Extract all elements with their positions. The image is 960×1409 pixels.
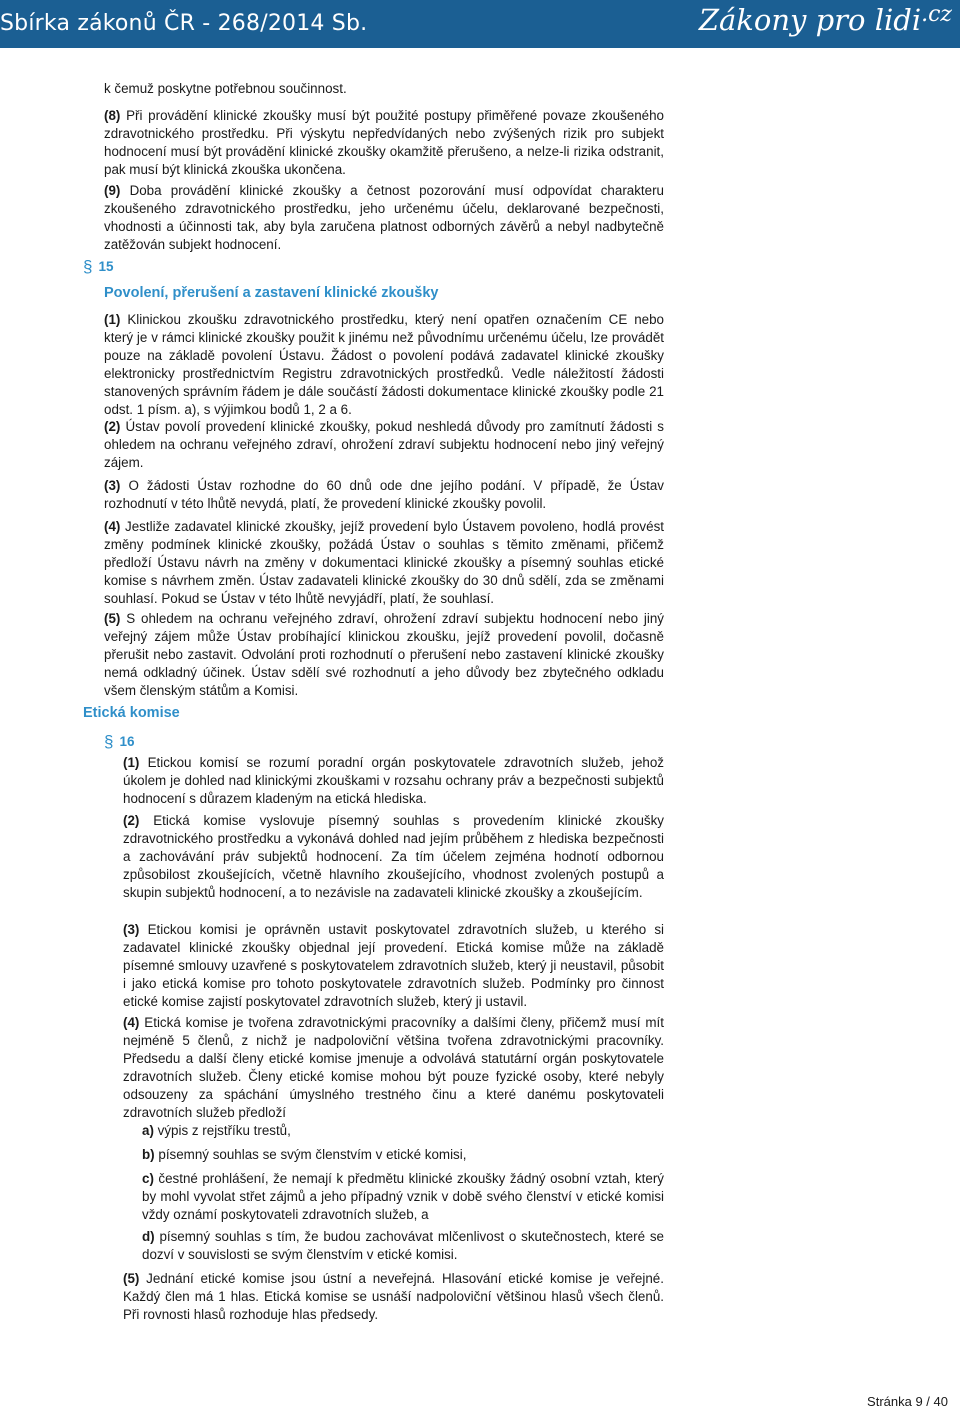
s14-paragraph-9: (9) Doba provádění klinické zkoušky a četnost pozorování musí odpovídat charakteru zkoušeného zdravotnického prostředku, jeho určenému účelu, deklarované bezpečnosti, vhodnosti a účinnosti tak, aby byla zaručena platnost odborných závěrů a nebyl nadbytečně zatěžován subjekt hodnocení. xyxy=(104,183,664,252)
section-15-title: Povolení, přerušení a zastavení klinické zkoušky xyxy=(104,285,439,301)
document-title: Sbírka zákonů ČR - 268/2014 Sb. xyxy=(0,11,368,36)
logo-text: Zákony pro lidi xyxy=(698,3,922,37)
s16-paragraph-2: (2) Etická komise vyslovuje písemný souhlas s provedením klinické zkoušky zdravotnického prostředku a vykonává dohled nad jejím průběhem z hlediska bezpečnosti a zachovávání práv subjektů hodnocení. Za tím účelem zejména hodnotí odbornou způsobilost zkoušejících, včetně hlavního zkoušejícího, vhodnost zvolených postupů a skupin subjektů hodnocení, a to nezávisle na zadavateli klinické zkoušky a zkoušejícím. xyxy=(123,813,664,900)
site-logo[interactable] xyxy=(699,2,952,37)
s16-paragraph-1: (1) Etickou komisí se rozumí poradní orgán poskytovatele zdravotních služeb, jehož úkolem je dohled nad klinickými zkouškami v rozsahu ochrany práv a bezpečnosti subjektů hodnocení s důrazem kladeným na etická hlediska. xyxy=(123,755,664,806)
s14-paragraph-8: (8) Při provádění klinické zkoušky musí být použité postupy přiměřené povaze zkoušeného zdravotnického prostředku. Při výskytu nepředvídaných nebo zvýšených rizik pro subjekt hodnocení musí být provádění klinické zkoušky okamžitě přerušeno, a nelze-li rizika odstranit, pak musí být klinická zkouška ukončena. xyxy=(104,108,664,177)
s16-item-c: c) čestné prohlášení, že nemají k předmětu klinické zkoušky žádný osobní vztah, který by mohl vyvolat střet zájmů a jeho případný vznik v době svého členství v etické komisi vždy oznámí poskytovateli zdravotních služeb, a xyxy=(142,1171,664,1222)
s16-paragraph-3: (3) Etickou komisi je oprávněn ustavit poskytovatel zdravotních služeb, u kterého si zadavatel klinické zkoušky objednal její provedení. Etická komise může na základě písemné smlouvy uzavřené s poskytovatelem zdravotních služeb, který ji neustavil, působit i jako etická komise pro tohoto poskytovatele zdravotních služeb. Podmínky pro činnost etické komise zajistí poskytovatel zdravotních služeb, který ji ustavil. xyxy=(123,922,664,1009)
s16-item-d: d) písemný souhlas s tím, že budou zachovávat mlčenlivost o skutečnostech, které se dozví v souvislosti se svým členstvím v etické komisi. xyxy=(142,1229,664,1262)
s15-paragraph-5: (5) S ohledem na ochranu veřejného zdraví, ohrožení zdraví subjektu hodnocení nebo jiný veřejný zájem může Ústav probíhající klinickou zkoušku, jejíž provedení povolil, dočasně přerušit nebo zastavit. Odvolání proti rozhodnutí o přerušení nebo zastavení klinické zkoušky nemá odkladný účinek. Ústav sdělí své rozhodnutí a jeho důvody bez zbytečného odkladu všem členským státům a Komisi. xyxy=(104,611,664,698)
page-number: Stránka 9 / 40 xyxy=(867,1394,948,1409)
paragraph-sign-icon: § xyxy=(104,732,114,751)
page-header xyxy=(0,0,960,48)
paragraph-sign-icon: § xyxy=(83,257,93,276)
s16-item-a: a) výpis z rejstříku trestů, xyxy=(142,1123,291,1138)
heading-eticka-komise: Etická komise xyxy=(83,705,180,721)
s16-paragraph-5: (5) Jednání etické komise jsou ústní a neveřejná. Hlasování etické komise je veřejné. Každý člen má 1 hlas. Etická komise se usnáší nadpoloviční většinou hlasů všech členů. Při rovnosti hlasů rozhoduje hlas předsedy. xyxy=(123,1271,664,1322)
s16-paragraph-4: (4) Etická komise je tvořena zdravotnickými pracovníky a dalšími členy, přičemž musí mít nejméně 5 členů, z nichž je nadpoloviční většina tvořena zdravotnickými pracovníky. Předsedu a další členy etické komise jmenuje a odvolává statutární orgán poskytovatele zdravotních služeb. Členy etické komise mohou být pouze fyzické osoby, které nebyly odsouzeny za spáchání úmyslného trestného činu a které danému poskytovateli zdravotních služeb předloží xyxy=(123,1015,664,1120)
logo-tld: .cz xyxy=(921,2,952,27)
s16-item-b: b) písemný souhlas se svým členstvím v etické komisi, xyxy=(142,1147,467,1162)
s14-continuation: k čemuž poskytne potřebnou součinnost. xyxy=(104,81,347,96)
s15-paragraph-4: (4) Jestliže zadavatel klinické zkoušky, jejíž provedení bylo Ústavem povoleno, hodlá provést změny podmínek klinické zkoušky, požádá Ústav o souhlas s těmito změnami, přičemž předloží Ústavu návrh na změny v dokumentaci klinické zkoušky a písemný souhlas etické komise s návrhem změn. Ústav zadavateli klinické zkoušky do 30 dnů sdělí, zda se změnami souhlasí. Pokud se Ústav v této lhůtě nevyjádří, platí, že souhlasí. xyxy=(104,519,664,606)
s15-paragraph-3: (3) O žádosti Ústav rozhodne do 60 dnů ode dne jejího podání. V případě, že Ústav rozhodnutí v této lhůtě nevydá, platí, že provedení klinické zkoušky povolil. xyxy=(104,478,664,511)
s15-paragraph-2: (2) Ústav povolí provedení klinické zkoušky, pokud neshledá důvody pro zamítnutí žádosti s ohledem na ochranu veřejného zdraví, ohrožení zdraví subjektu hodnocení nebo jiný veřejný zájem. xyxy=(104,419,664,470)
section-15-marker[interactable]: § 15 xyxy=(83,257,114,276)
s15-paragraph-1: (1) Klinickou zkoušku zdravotnického prostředku, který není opatřen označením CE nebo který je v rámci klinické zkoušky použit k jinému než původnímu určenému účelu, lze provádět pouze na základě povolení Ústavu. Žádost o povolení podává zadavatel klinické zkoušky elektronicky prostřednictvím Registru zdravotnických prostředků. Vedle náležitostí žádosti stanovených správním řádem je dále součástí žádosti dokumentace klinické zkoušky podle 21 odst. 1 písm. a), s výjimkou bodů 1, 2 a 6. xyxy=(104,312,664,417)
section-16-marker[interactable]: § 16 xyxy=(104,732,135,751)
